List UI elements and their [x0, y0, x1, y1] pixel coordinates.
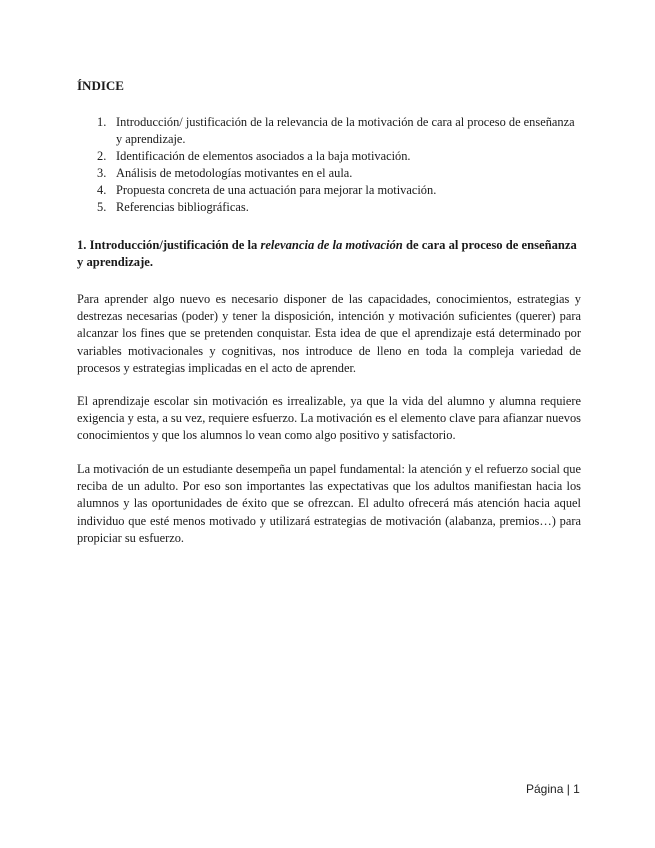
toc-item-text: Análisis de metodologías motivantes en el aula.: [116, 166, 353, 180]
page-number-footer: Página | 1: [526, 782, 580, 796]
toc-item-number: 1.: [97, 115, 107, 129]
toc-item: [77, 182, 577, 199]
index-title: ÍNDICE: [77, 78, 124, 93]
section-heading-suffix: de cara al proceso de enseñanza y aprendizaje.: [77, 238, 577, 269]
section-heading: [77, 237, 581, 271]
toc-item: [77, 165, 577, 182]
section-heading-prefix: 1. Introducción/justificación de la: [77, 238, 261, 252]
body-paragraph: Para aprender algo nuevo es necesario disponer de las capacidades, conocimientos, estrategias y destrezas necesarias (poder) y tener la disposición, intención y motivación suficientes (querer) para alcanzar los fines que se pretenden conquistar. Esta idea de que el aprendizaje está determinado por variables motivacionales y cognitivas, nos introduce de lleno en toda la compleja variedad de procesos y estrategias implicadas en el acto de aprender.: [77, 292, 581, 375]
toc-item: [77, 114, 577, 148]
toc-item-text: Propuesta concreta de una actuación para mejorar la motivación.: [116, 183, 437, 197]
toc-item-number: 4.: [97, 183, 107, 197]
body-paragraph: La motivación de un estudiante desempeña un papel fundamental: la atención y el refuerzo social que reciba de un adulto. Por eso son importantes las expectativas que los adultos manifiestan hacia los alumnos y las oportunidades de éxito que se ofrezcan. El adulto ofrecerá más atención hacia aquel individuo que esté menos motivado y utilizará estrategias de motivación (alabanza, premios…) para propiciar su esfuerzo.: [77, 462, 581, 545]
toc-item-text: Identificación de elementos asociados a la baja motivación.: [116, 149, 411, 163]
toc-item: [77, 148, 577, 165]
toc-item-number: 3.: [97, 166, 107, 180]
toc-item: [77, 199, 577, 216]
table-of-contents: [77, 114, 577, 216]
section-heading-italic: relevancia de la motivación: [260, 238, 403, 252]
toc-item-text: Introducción/ justificación de la relevancia de la motivación de cara al proceso de enseñanza y aprendizaje.: [116, 115, 575, 146]
body-paragraph: El aprendizaje escolar sin motivación es irrealizable, ya que la vida del alumno y alumna requiere exigencia y esta, a su vez, requiere esfuerzo. La motivación es el elemento clave para afianzar nuevos conocimientos y que los alumnos lo vean como algo positivo y satisfactorio.: [77, 394, 581, 443]
toc-item-number: 2.: [97, 149, 107, 163]
toc-item-text: Referencias bibliográficas.: [116, 200, 249, 214]
toc-item-number: 5.: [97, 200, 107, 214]
